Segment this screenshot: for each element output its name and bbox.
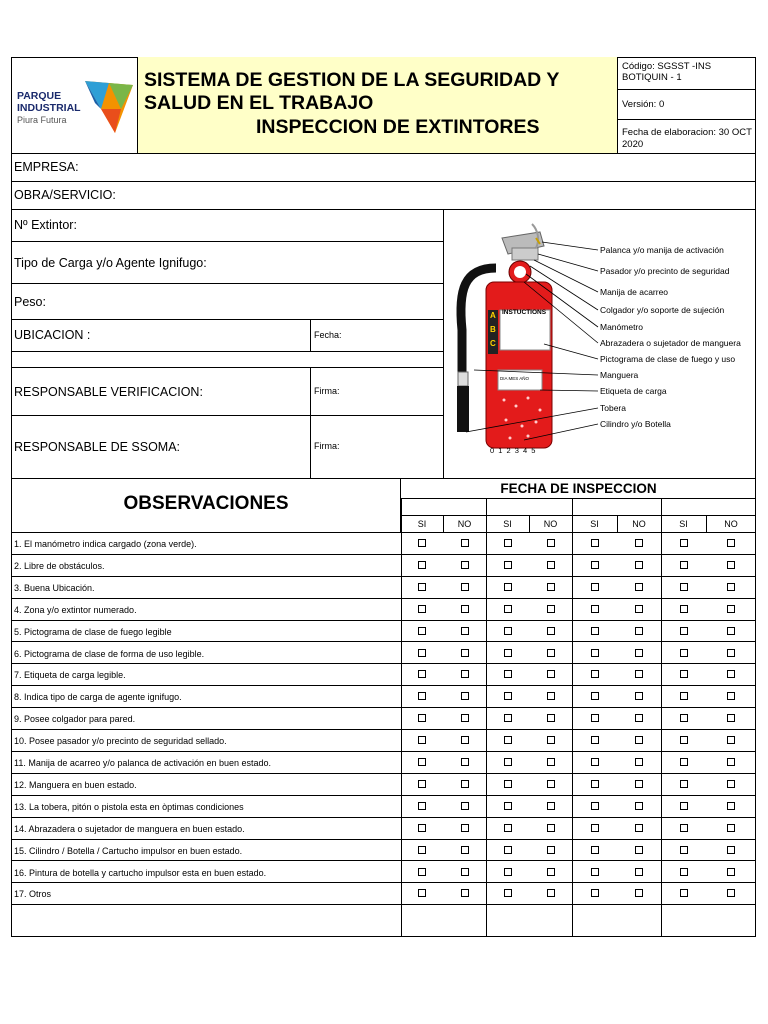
si-checkbox[interactable] [591, 868, 599, 876]
si-checkbox[interactable] [418, 824, 426, 832]
codigo-cell [618, 57, 756, 90]
row-label: 13. La tobera, pitón o pistola esta en òptimas condiciones [14, 801, 244, 812]
no-checkbox[interactable] [635, 539, 643, 547]
callout-abrazadera: Abrazadera o sujetador de manguera [600, 338, 741, 348]
no-checkbox[interactable] [547, 758, 555, 766]
no-checkbox[interactable] [461, 802, 469, 810]
si-checkbox[interactable] [504, 736, 512, 744]
si-checkbox[interactable] [418, 846, 426, 854]
title-cell [138, 57, 618, 154]
callout-colgador: Colgador y/o soporte de sujeción [600, 305, 725, 315]
no-checkbox[interactable] [635, 736, 643, 744]
firma2-cell[interactable] [310, 416, 443, 478]
si-checkbox[interactable] [418, 561, 426, 569]
abc-a: A [490, 311, 496, 320]
table-row [11, 730, 756, 752]
si-checkbox[interactable] [680, 714, 688, 722]
logo-line2: INDUSTRIAL [17, 102, 81, 114]
si-checkbox[interactable] [680, 561, 688, 569]
obra-label: OBRA/SERVICIO: [14, 188, 116, 202]
row-label: 10. Posee pasador y/o precinto de seguridad sellado. [14, 736, 227, 747]
no-header: NO [724, 519, 738, 529]
fecha-cell[interactable] [310, 320, 443, 352]
row-label: 16. Pintura de botella y cartucho impulsor esta en buen estado. [14, 867, 267, 878]
no-checkbox[interactable] [635, 714, 643, 722]
no-checkbox[interactable] [461, 627, 469, 635]
callout-manguera: Manguera [600, 370, 639, 380]
n-extintor-row[interactable] [11, 210, 443, 242]
si-checkbox[interactable] [504, 692, 512, 700]
si-checkbox[interactable] [418, 627, 426, 635]
si-checkbox[interactable] [418, 539, 426, 547]
si-checkbox[interactable] [504, 649, 512, 657]
si-checkbox[interactable] [680, 736, 688, 744]
no-checkbox[interactable] [461, 780, 469, 788]
table-row [11, 708, 756, 730]
si-checkbox[interactable] [591, 605, 599, 613]
date-cells-row [401, 499, 756, 516]
no-checkbox[interactable] [635, 802, 643, 810]
no-checkbox[interactable] [461, 868, 469, 876]
callout-etiqueta: Etiqueta de carga [600, 386, 667, 396]
no-checkbox[interactable] [635, 670, 643, 678]
table-row [11, 796, 756, 818]
table-row [11, 862, 756, 884]
no-checkbox[interactable] [547, 802, 555, 810]
si-checkbox[interactable] [680, 670, 688, 678]
no-checkbox[interactable] [635, 868, 643, 876]
si-checkbox[interactable] [504, 758, 512, 766]
si-checkbox[interactable] [591, 561, 599, 569]
table-row [11, 555, 756, 577]
title-line2: SALUD EN EL TRABAJO [144, 92, 374, 114]
no-checkbox[interactable] [727, 824, 735, 832]
fecha-elab-text: Fecha de elaboracion: 30 OCT 2020 [622, 127, 752, 150]
si-checkbox[interactable] [504, 780, 512, 788]
n-extintor-label: Nº Extintor: [14, 218, 77, 232]
no-checkbox[interactable] [727, 692, 735, 700]
title-line3: INSPECCION DE EXTINTORES [256, 116, 540, 138]
obra-row [11, 182, 756, 210]
si-checkbox[interactable] [504, 714, 512, 722]
subcolumn-divider [529, 516, 530, 533]
si-checkbox[interactable] [591, 802, 599, 810]
callout-palanca: Palanca y/o manija de activación [600, 245, 724, 255]
header-area [11, 57, 756, 154]
no-checkbox[interactable] [727, 539, 735, 547]
row-label: 2. Libre de obstáculos. [14, 560, 105, 571]
no-checkbox[interactable] [635, 583, 643, 591]
si-checkbox[interactable] [591, 889, 599, 897]
no-checkbox[interactable] [635, 561, 643, 569]
no-header: NO [632, 519, 646, 529]
inspection-table [11, 478, 756, 937]
si-checkbox[interactable] [591, 758, 599, 766]
observaciones-title: OBSERVACIONES [123, 493, 289, 514]
no-checkbox[interactable] [547, 714, 555, 722]
si-checkbox[interactable] [504, 868, 512, 876]
abc-b: B [490, 325, 496, 334]
no-checkbox[interactable] [727, 670, 735, 678]
si-checkbox[interactable] [591, 627, 599, 635]
si-checkbox[interactable] [680, 889, 688, 897]
extinguisher-diagram [444, 210, 756, 478]
no-checkbox[interactable] [635, 889, 643, 897]
label-dates: DIA MES AÑO [500, 376, 530, 381]
no-checkbox[interactable] [547, 824, 555, 832]
subcolumn-divider [443, 516, 444, 533]
abc-c: C [490, 339, 496, 348]
no-checkbox[interactable] [547, 736, 555, 744]
no-checkbox[interactable] [461, 846, 469, 854]
no-checkbox[interactable] [727, 780, 735, 788]
si-checkbox[interactable] [418, 780, 426, 788]
si-checkbox[interactable] [680, 627, 688, 635]
si-checkbox[interactable] [680, 758, 688, 766]
table-row [11, 774, 756, 796]
peso-label: Peso: [14, 295, 46, 309]
resp-verif-row[interactable] [11, 368, 443, 416]
table-row [11, 533, 756, 555]
resp-verif-label: RESPONSABLE VERIFICACION: [14, 385, 203, 399]
si-checkbox[interactable] [591, 714, 599, 722]
si-checkbox[interactable] [504, 539, 512, 547]
no-checkbox[interactable] [727, 889, 735, 897]
si-checkbox[interactable] [591, 846, 599, 854]
logo-line3: Piura Futura [17, 115, 67, 125]
no-checkbox[interactable] [547, 868, 555, 876]
row-label: 7. Etiqueta de carga legible. [14, 670, 126, 681]
no-checkbox[interactable] [461, 824, 469, 832]
spacer-row [11, 352, 443, 368]
callout-tobera: Tobera [600, 403, 626, 413]
subcolumn-divider [706, 516, 707, 533]
si-checkbox[interactable] [418, 670, 426, 678]
table-row [11, 643, 756, 665]
callout-manometro: Manómetro [600, 322, 643, 332]
table-row [11, 752, 756, 774]
row-label: 4. Zona y/o extintor numerado. [14, 604, 137, 615]
logo-line1: PARQUE [17, 90, 62, 102]
ubicacion-row[interactable] [11, 320, 443, 352]
si-header: SI [679, 519, 688, 529]
si-checkbox[interactable] [418, 889, 426, 897]
no-checkbox[interactable] [461, 605, 469, 613]
no-checkbox[interactable] [727, 605, 735, 613]
no-checkbox[interactable] [461, 561, 469, 569]
si-checkbox[interactable] [591, 692, 599, 700]
si-checkbox[interactable] [418, 605, 426, 613]
no-checkbox[interactable] [461, 649, 469, 657]
row-label: 17. Otros [14, 889, 52, 900]
resp-ssoma-label: RESPONSABLE DE SSOMA: [14, 440, 181, 454]
firma1-label: Firma: [314, 386, 340, 396]
callout-pasador: Pasador y/o precinto de seguridad [600, 266, 730, 276]
no-checkbox[interactable] [727, 758, 735, 766]
si-checkbox[interactable] [680, 846, 688, 854]
logo-cell [11, 57, 138, 154]
resp-ssoma-row[interactable] [11, 416, 443, 478]
si-checkbox[interactable] [591, 583, 599, 591]
no-checkbox[interactable] [461, 692, 469, 700]
no-checkbox[interactable] [461, 539, 469, 547]
fecha-inspeccion-header [401, 478, 756, 499]
no-checkbox[interactable] [547, 627, 555, 635]
no-checkbox[interactable] [461, 889, 469, 897]
table-row [11, 577, 756, 599]
si-checkbox[interactable] [591, 780, 599, 788]
ubicacion-label: UBICACION : [14, 328, 91, 342]
subcolumn-divider [617, 516, 618, 533]
no-checkbox[interactable] [635, 692, 643, 700]
si-checkbox[interactable] [418, 758, 426, 766]
no-checkbox[interactable] [547, 692, 555, 700]
table-row [11, 599, 756, 621]
si-checkbox[interactable] [418, 583, 426, 591]
si-checkbox[interactable] [680, 868, 688, 876]
row-label: 5. Pictograma de clase de fuego legible [14, 626, 172, 637]
si-checkbox[interactable] [680, 802, 688, 810]
row-label: 1. El manómetro indica cargado (zona verde). [14, 539, 197, 549]
si-checkbox[interactable] [680, 605, 688, 613]
row-label: 9. Posee colgador para pared. [14, 714, 136, 725]
no-checkbox[interactable] [547, 649, 555, 657]
si-checkbox[interactable] [591, 649, 599, 657]
no-checkbox[interactable] [727, 802, 735, 810]
no-checkbox[interactable] [461, 670, 469, 678]
fecha-inspeccion-title: FECHA DE INSPECCION [500, 481, 657, 496]
firma1-cell[interactable] [310, 368, 443, 416]
no-checkbox[interactable] [727, 868, 735, 876]
no-checkbox[interactable] [635, 846, 643, 854]
firma2-label: Firma: [314, 441, 340, 451]
si-checkbox[interactable] [680, 824, 688, 832]
no-checkbox[interactable] [461, 736, 469, 744]
si-checkbox[interactable] [418, 692, 426, 700]
si-checkbox[interactable] [591, 670, 599, 678]
no-checkbox[interactable] [547, 539, 555, 547]
no-checkbox[interactable] [635, 758, 643, 766]
row-label: 15. Cilindro / Botella / Cartucho impulsor en buen estado. [14, 845, 243, 856]
si-checkbox[interactable] [591, 824, 599, 832]
no-checkbox[interactable] [635, 605, 643, 613]
no-checkbox[interactable] [635, 627, 643, 635]
si-header: SI [417, 519, 427, 529]
callout-cilindro: Cilindro y/o Botella [600, 419, 671, 429]
si-checkbox[interactable] [591, 736, 599, 744]
version-text: Versión: 0 [622, 99, 665, 110]
row-label: 11. Manija de acarreo y/o palanca de activación en buen estado. [14, 758, 272, 768]
title-line1: SISTEMA DE GESTION DE LA SEGURIDAD Y [144, 69, 560, 91]
no-checkbox[interactable] [547, 605, 555, 613]
no-checkbox[interactable] [547, 780, 555, 788]
no-checkbox[interactable] [461, 583, 469, 591]
no-checkbox[interactable] [727, 583, 735, 591]
no-checkbox[interactable] [635, 649, 643, 657]
callout-manija: Manija de acarreo [600, 287, 669, 297]
fecha-label: Fecha: [314, 330, 342, 340]
si-checkbox[interactable] [591, 539, 599, 547]
no-checkbox[interactable] [635, 824, 643, 832]
table-row [11, 621, 756, 643]
instructions-label: INSTUCTIONS [502, 309, 547, 316]
si-checkbox[interactable] [418, 868, 426, 876]
fields-left [11, 210, 444, 478]
row-label: 8. Indica tipo de carga de agente ignifugo. [14, 692, 182, 703]
table-row [11, 883, 756, 905]
no-checkbox[interactable] [547, 846, 555, 854]
tipo-carga-label: Tipo de Carga y/o Agente Ignifugo: [14, 256, 207, 270]
si-header: SI [590, 519, 599, 529]
no-checkbox[interactable] [461, 758, 469, 766]
table-row [11, 840, 756, 862]
no-checkbox[interactable] [727, 561, 735, 569]
table-row [11, 686, 756, 708]
si-header: SI [503, 519, 512, 529]
no-checkbox[interactable] [635, 780, 643, 788]
empresa-row [11, 154, 756, 182]
no-checkbox[interactable] [547, 670, 555, 678]
no-checkbox[interactable] [727, 736, 735, 744]
table-row [11, 818, 756, 840]
no-checkbox[interactable] [547, 889, 555, 897]
no-checkbox[interactable] [727, 627, 735, 635]
si-checkbox[interactable] [418, 649, 426, 657]
si-checkbox[interactable] [680, 780, 688, 788]
si-checkbox[interactable] [418, 714, 426, 722]
callout-pictograma: Pictograma de clase de fuego y uso [600, 354, 736, 364]
no-checkbox[interactable] [727, 846, 735, 854]
si-checkbox[interactable] [504, 802, 512, 810]
logo-icon [83, 79, 135, 137]
observaciones-header [11, 478, 401, 533]
no-checkbox[interactable] [727, 649, 735, 657]
empresa-label: EMPRESA: [14, 160, 79, 174]
si-checkbox[interactable] [504, 846, 512, 854]
si-checkbox[interactable] [680, 692, 688, 700]
no-checkbox[interactable] [547, 583, 555, 591]
si-checkbox[interactable] [680, 539, 688, 547]
fecha-elab-cell [618, 120, 756, 154]
row-label: 12. Manguera en buen estado. [14, 779, 137, 790]
peso-row[interactable] [11, 284, 443, 320]
codigo-text: Código: SGSST -INS BOTIQUIN - 1 [622, 61, 712, 83]
no-checkbox[interactable] [461, 714, 469, 722]
si-checkbox[interactable] [504, 605, 512, 613]
si-checkbox[interactable] [504, 561, 512, 569]
si-checkbox[interactable] [504, 627, 512, 635]
row-label: 6. Pictograma de clase de forma de uso legible. [14, 648, 205, 659]
si-checkbox[interactable] [504, 670, 512, 678]
si-checkbox[interactable] [418, 802, 426, 810]
si-checkbox[interactable] [504, 583, 512, 591]
no-header: NO [543, 519, 558, 529]
version-cell [618, 90, 756, 120]
no-checkbox[interactable] [727, 714, 735, 722]
si-checkbox[interactable] [504, 889, 512, 897]
scale-label: 0 1 2 3 4 5 [490, 446, 536, 455]
table-row [11, 664, 756, 686]
si-checkbox[interactable] [418, 736, 426, 744]
row-label: 14. Abrazadera o sujetador de manguera en buen estado. [14, 823, 245, 834]
no-checkbox[interactable] [547, 561, 555, 569]
si-checkbox[interactable] [680, 649, 688, 657]
no-header: NO [457, 519, 472, 529]
row-label: 3. Buena Ubicación. [14, 582, 95, 593]
si-checkbox[interactable] [504, 824, 512, 832]
si-checkbox[interactable] [680, 583, 688, 591]
tipo-carga-row[interactable] [11, 242, 443, 284]
